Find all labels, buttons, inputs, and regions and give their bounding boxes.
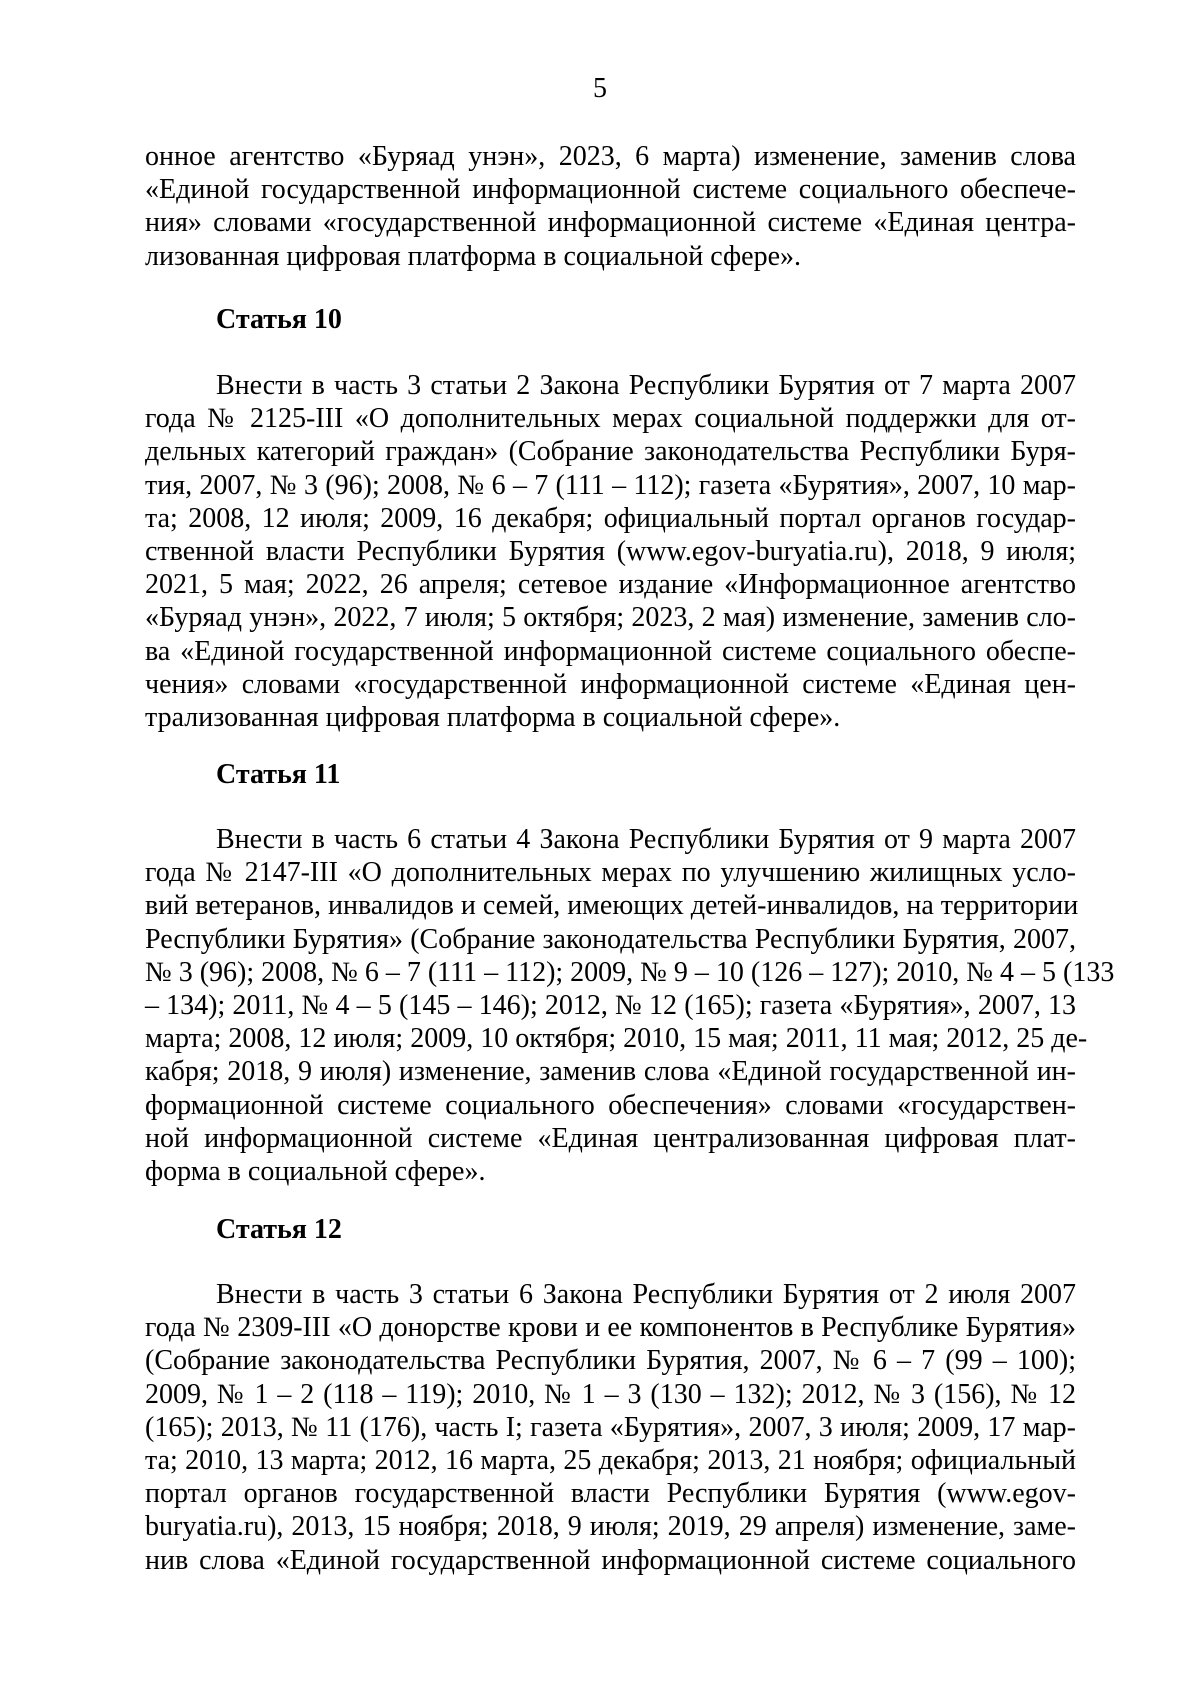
text-line: 2009, № 1 – 2 (118 – 119); 2010, № 1 – 3 (130 – 132); 2012, № 3 (156), № 12 — [145, 1378, 1076, 1410]
article-12-paragraph — [145, 1278, 1076, 1577]
text-line: года № 2125-III «О дополнительных мерах социальной поддержки для от- — [145, 403, 1076, 435]
text-line: № 3 (96); 2008, № 6 – 7 (111 – 112); 2009, № 9 – 10 (126 – 127); 2010, № 4 – 5 (133 — [145, 956, 1115, 988]
text-line: Внести в часть 3 статьи 2 Закона Республики Бурятия от 7 марта 2007 — [216, 370, 1076, 401]
text-line: ной информационной системе «Единая централизованная цифровая плат- — [145, 1122, 1076, 1154]
article-10-heading: Статья 10 — [216, 304, 342, 335]
text-line: форма в социальной сфере». — [145, 1156, 486, 1188]
text-line: марта; 2008, 12 июля; 2009, 10 октября; 2010, 15 мая; 2011, 11 мая; 2012, 25 де- — [145, 1023, 1088, 1055]
text-line: лизованная цифровая платформа в социальной сфере». — [145, 240, 802, 272]
article-11-heading: Статья 11 — [216, 759, 341, 790]
intro-paragraph — [145, 140, 1076, 273]
text-line: Республики Бурятия» (Собрание законодательства Республики Бурятия, 2007, — [145, 923, 1076, 955]
page-number: 5 — [593, 73, 607, 104]
text-line: дельных категорий граждан» (Собрание законодательства Республики Буря- — [145, 436, 1076, 468]
text-line: Внести в часть 6 статьи 4 Закона Республики Бурятия от 9 марта 2007 — [216, 824, 1076, 855]
text-line: «Буряад унэн», 2022, 7 июля; 5 октября; 2023, 2 мая) изменение, заменив сло- — [145, 602, 1076, 634]
article-12-heading: Статья 12 — [216, 1214, 342, 1245]
text-line: года № 2309-III «О донорстве крови и ее компонентов в Республике Бурятия» — [145, 1312, 1076, 1344]
text-line: «Единой государственной информационной системе социального обеспече- — [145, 174, 1076, 206]
text-line: (Собрание законодательства Республики Бурятия, 2007, № 6 – 7 (99 – 100); — [145, 1345, 1076, 1377]
text-line: формационной системе социального обеспечения» словами «государствен- — [145, 1089, 1076, 1121]
text-line: онное агентство «Буряад унэн», 2023, 6 марта) изменение, заменив слова — [145, 141, 1076, 172]
text-line: тия, 2007, № 3 (96); 2008, № 6 – 7 (111 – 112); газета «Бурятия», 2007, 10 мар- — [145, 469, 1076, 501]
text-line: 2021, 5 мая; 2022, 26 апреля; сетевое издание «Информационное агентство — [145, 569, 1076, 601]
text-line: нив слова «Единой государственной информационной системе социального — [145, 1544, 1076, 1576]
article-10-paragraph — [145, 369, 1076, 734]
article-11-paragraph — [145, 823, 1115, 1188]
text-line: вий ветеранов, инвалидов и семей, имеющих детей-инвалидов, на территории — [145, 890, 1079, 922]
text-line: чения» словами «государственной информационной системе «Единая цен- — [145, 668, 1076, 700]
text-line: buryatia.ru), 2013, 15 ноября; 2018, 9 июля; 2019, 29 апреля) изменение, заме- — [145, 1511, 1076, 1543]
text-line: года № 2147-III «О дополнительных мерах по улучшению жилищных усло- — [145, 857, 1076, 889]
text-line: кабря; 2018, 9 июля) изменение, заменив слова «Единой государственной ин- — [145, 1056, 1076, 1088]
text-line: ния» словами «государственной информационной системе «Единая центра- — [145, 207, 1076, 239]
text-line: та; 2008, 12 июля; 2009, 16 декабря; официальный портал органов государ- — [145, 502, 1076, 534]
text-line: Внести в часть 3 статьи 6 Закона Республики Бурятия от 2 июля 2007 — [216, 1279, 1076, 1310]
text-line: (165); 2013, № 11 (176), часть I; газета «Бурятия», 2007, 3 июля; 2009, 17 мар- — [145, 1411, 1076, 1443]
text-line: – 134); 2011, № 4 – 5 (145 – 146); 2012, № 12 (165); газета «Бурятия», 2007, 13 — [145, 990, 1076, 1022]
text-line: ва «Единой государственной информационной системе социального обеспе- — [145, 635, 1076, 667]
text-line: ственной власти Республики Бурятия (www.egov-buryatia.ru), 2018, 9 июля; — [145, 536, 1076, 568]
text-line: портал органов государственной власти Республики Бурятия (www.egov- — [145, 1478, 1076, 1510]
text-line: та; 2010, 13 марта; 2012, 16 марта, 25 декабря; 2013, 21 ноября; официальный — [145, 1445, 1076, 1477]
text-line: трализованная цифровая платформа в социальной сфере». — [145, 702, 841, 734]
